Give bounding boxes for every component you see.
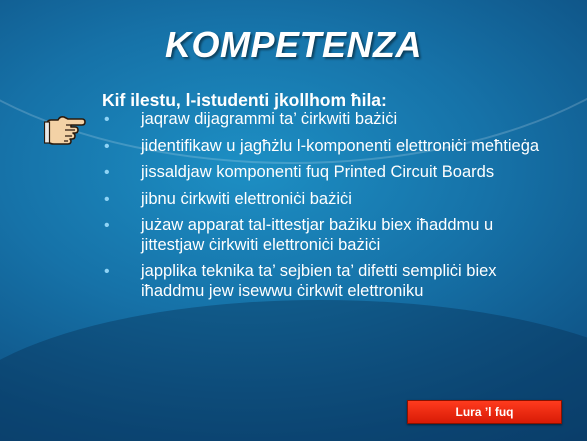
back-to-top-button[interactable]: Lura ’l fuq — [407, 400, 562, 424]
list-item-text: jużaw apparat tal-ittestjar bażiku biex iħaddmu u jittestjaw ċirkwiti elettroniċi bażiċi — [141, 216, 494, 254]
list-item — [104, 262, 554, 301]
list-item-text: jissaldjaw komponenti fuq Printed Circuit Boards — [141, 163, 495, 181]
competence-list — [104, 110, 554, 308]
list-item-text: jidentifikaw u jagħżlu l-komponenti elettroniċi meħtieġa — [141, 136, 540, 155]
list-item — [104, 163, 554, 183]
list-item-text: jaqraw dijagrammi ta’ ċirkwiti bażiċi — [141, 110, 398, 128]
list-item-text: japplika teknika ta’ sejbien ta’ difetti sempliċi biex iħaddmu jew isewwu ċirkwit elettroniku — [141, 262, 497, 300]
bullet-icon: • — [104, 190, 110, 208]
bullet-icon: • — [104, 263, 110, 280]
list-item — [104, 216, 554, 255]
list-item-text: jibnu ċirkwiti elettroniċi bażiċi — [141, 189, 352, 208]
list-item — [104, 190, 554, 210]
bullet-icon: • — [104, 217, 110, 234]
list-item — [104, 110, 554, 130]
intro-text: Kif ilestu, l-istudenti jkollhom ħila: — [102, 90, 387, 110]
bullet-icon: • — [104, 111, 110, 128]
slide-title: KOMPETENZA — [165, 24, 422, 65]
pointing-hand-icon — [44, 112, 86, 146]
bullet-icon: • — [104, 164, 110, 181]
bullet-icon: • — [104, 137, 110, 155]
list-item — [104, 137, 554, 157]
